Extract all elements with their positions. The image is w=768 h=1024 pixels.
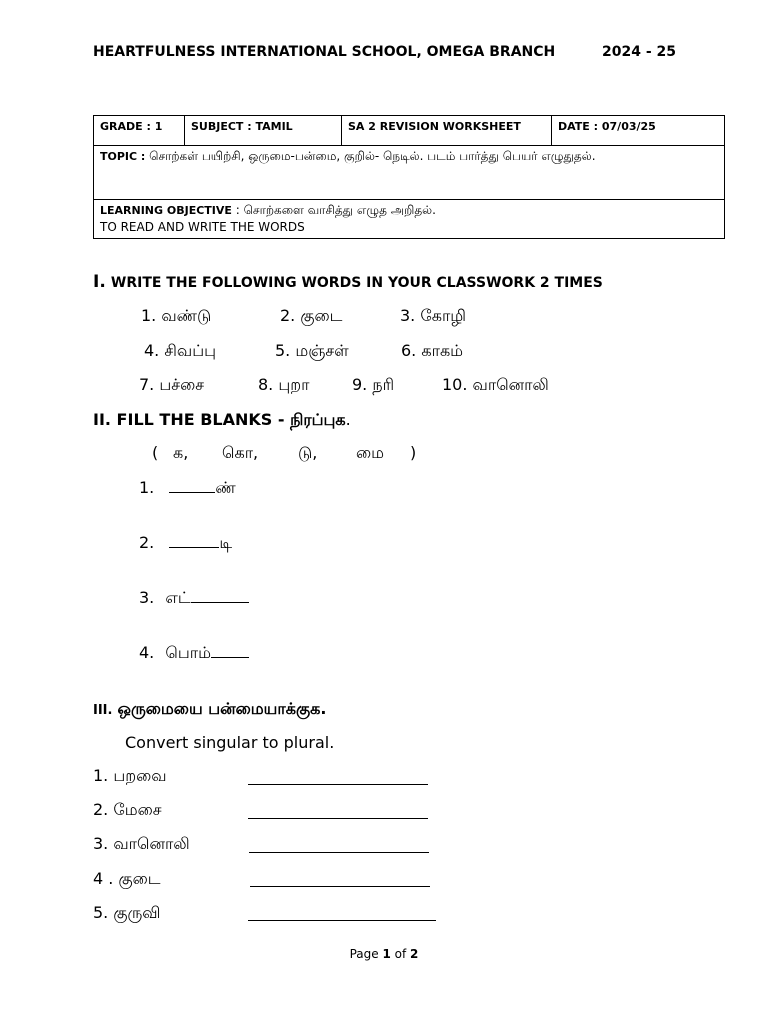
option-paren-close: ) <box>410 443 417 462</box>
word-item: 7. பச்சை <box>139 375 205 394</box>
section1-title: WRITE THE FOLLOWING WORDS IN YOUR CLASSWORK 2 TIMES <box>110 275 603 291</box>
option-letter: கொ, <box>222 443 259 462</box>
word-item: 1. வண்டு <box>141 306 212 325</box>
blank-line[interactable] <box>169 533 219 548</box>
section3-title: ஒருமையை பன்மையாக்குக. <box>117 699 327 718</box>
worksheet-info-table <box>93 115 725 239</box>
word-item: 6. காகம் <box>401 341 464 360</box>
answer-line[interactable] <box>248 784 428 785</box>
school-name: HEARTFULNESS INTERNATIONAL SCHOOL, OMEGA BRANCH <box>93 44 556 60</box>
word-item: 4. சிவப்பு <box>144 341 217 360</box>
fill-blank-number: 3. <box>139 588 155 607</box>
section1-heading <box>93 272 603 292</box>
objective-label: LEARNING OBJECTIVE <box>100 204 232 217</box>
answer-line[interactable] <box>248 818 428 819</box>
worksheet-cell: SA 2 REVISION WORKSHEET <box>348 120 521 133</box>
option-letter: மை <box>356 443 385 462</box>
objective-english: TO READ AND WRITE THE WORDS <box>100 220 305 234</box>
answer-line[interactable] <box>249 852 429 853</box>
section2-title-tamil: நிரப்புக <box>290 410 346 429</box>
fill-blank-item <box>139 643 249 664</box>
word-item: 10. வானொலி <box>442 375 549 394</box>
blank-line[interactable] <box>191 588 249 603</box>
plural-item: 2. மேசை <box>93 800 162 819</box>
date-cell: DATE : 07/03/25 <box>558 120 656 133</box>
fill-blank-suffix: ண் <box>215 478 236 497</box>
subject-cell: SUBJECT : TAMIL <box>191 120 293 133</box>
objective-text: : சொற்களை வாசித்து எழுத அறிதல். <box>231 203 436 217</box>
answer-line[interactable] <box>250 886 430 887</box>
plural-item: 3. வானொலி <box>93 834 190 853</box>
objective-cell <box>94 200 725 239</box>
word-item: 9. நரி <box>352 375 395 394</box>
plural-item: 4 . குடை <box>93 869 161 888</box>
section1-numeral: I. <box>93 272 106 292</box>
grade-cell: GRADE : 1 <box>100 120 163 133</box>
answer-line[interactable] <box>248 920 436 921</box>
academic-year: 2024 - 25 <box>602 44 677 60</box>
section3-heading <box>93 699 326 720</box>
section3-subtitle: Convert singular to plural. <box>125 733 335 752</box>
word-item: 8. புறா <box>258 375 310 394</box>
topic-label: TOPIC : <box>100 150 146 163</box>
fill-blank-prefix: பொம் <box>165 643 211 662</box>
fill-blank-item <box>139 588 249 609</box>
topic-text: சொற்கள் பயிற்சி, ஒருமை-பன்மை, குறில்- நெடில். படம் பார்த்து பெயர் எழுதுதல். <box>145 149 596 163</box>
word-item: 5. மஞ்சள் <box>275 341 349 360</box>
word-item: 2. குடை <box>280 306 343 325</box>
fill-blank-item <box>139 533 232 554</box>
option-letter: டு, <box>298 443 318 462</box>
fill-blank-item <box>139 478 236 499</box>
section2-title-dot: . <box>345 410 351 429</box>
page-number <box>0 947 768 961</box>
plural-item: 5. குருவி <box>93 903 161 922</box>
fill-blank-number: 2. <box>139 533 155 552</box>
page-current: 1 <box>382 947 391 961</box>
topic-cell <box>94 146 725 200</box>
blank-line[interactable] <box>211 643 249 658</box>
fill-blank-prefix: எட் <box>165 588 191 607</box>
page-total: 2 <box>410 947 419 961</box>
page-of: of <box>390 947 411 961</box>
fill-blank-suffix: டி <box>219 533 233 552</box>
option-paren-open: ( <box>152 443 159 462</box>
option-letter: க, <box>173 443 189 462</box>
fill-blank-number: 4. <box>139 643 155 662</box>
section2-title: II. FILL THE BLANKS - <box>93 410 291 429</box>
plural-item: 1. பறவை <box>93 766 167 785</box>
section3-numeral: III. <box>93 703 113 718</box>
fill-blank-number: 1. <box>139 478 155 497</box>
blank-line[interactable] <box>169 478 215 493</box>
page-prefix: Page <box>349 947 383 961</box>
word-item: 3. கோழி <box>400 306 467 325</box>
section2-heading <box>93 410 351 431</box>
